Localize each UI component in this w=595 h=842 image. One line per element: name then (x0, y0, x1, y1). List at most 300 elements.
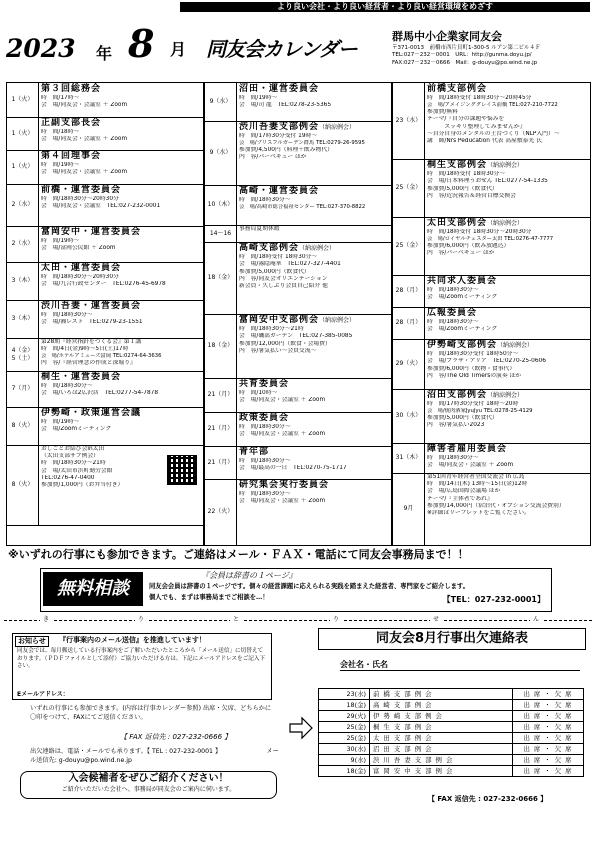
event-title (41, 263, 201, 274)
calendar-event (205, 314, 391, 379)
event-details (41, 408, 201, 434)
calendar-event (7, 407, 203, 446)
event-line: 会 場/九合行政センター TEL:0276-45-6978 (41, 281, 166, 288)
attendance-choice[interactable]: 出 席 ・ 欠 席 (513, 700, 584, 711)
event-details (41, 301, 201, 327)
event-title-text: 研究集会実行委員会 (239, 480, 330, 490)
event-title-text: 高崎支部例会 (239, 243, 300, 253)
rsvp-meeting: 富 岡 安 中 支 部 例 会 (370, 766, 513, 777)
event-date: 31（木） (393, 443, 425, 473)
event-line: （太田支部サブ例会） (41, 453, 99, 460)
rsvp-date: 9(水) (319, 755, 370, 766)
event-line: 時 間/18時30分～21時 (239, 326, 304, 333)
event-line: 時 間/14日(木) 13時～15日(金)12時 (427, 481, 528, 488)
calendar-event (393, 275, 590, 308)
event-line: 内 容/『経営理念の作成と深堀り』 (41, 360, 136, 367)
event-line: 参加費/4,500円（料理＋飲み物代） (239, 147, 333, 154)
event-date: 1（火） (7, 83, 39, 117)
event-details (427, 390, 588, 430)
event-line: 時 間/19時～ (239, 95, 278, 102)
event-subtitle: （納涼例会） (487, 392, 524, 399)
notice-body: 同友会では、毎月郵送している行事案内をご了解いただいたところから「メール送信」に切替えております。（ＰＤＦファイルとして添付）ご協力いただける方は、下記にメールアドレスをご記入下さい。 (17, 648, 266, 670)
calendar-column-1 (6, 82, 204, 546)
attendance-choice[interactable]: 出 席 ・ 欠 席 (513, 766, 584, 777)
event-date: 7（月） (7, 371, 39, 407)
calendar-event (205, 185, 391, 226)
event-line: 時 間/19時～ (41, 162, 80, 169)
event-title (239, 413, 389, 424)
event-line: 内 容/近況報告＆経営目標交換会 (427, 192, 516, 199)
calendar-event (7, 262, 203, 301)
event-title-text: 富岡安中支部例会 (239, 315, 320, 325)
event-title (41, 84, 201, 95)
rsvp-meeting: 渋 川 吾 妻 支 部 例 会 (370, 755, 513, 766)
event-details (427, 276, 588, 302)
event-subtitle: （納涼例会） (497, 342, 534, 349)
event-line: 参加費/6,000円（飲物・食事代） (427, 365, 516, 372)
event-details (239, 413, 389, 439)
event-date: 21（月） (205, 378, 237, 412)
event-title-text: 正副支部長会 (41, 118, 102, 128)
rsvp-date: 29(火) (319, 711, 370, 722)
event-details (239, 186, 389, 211)
event-line: 会 場/ホテルアミューズ富岡 TEL:0274-64-3636 (41, 353, 162, 360)
event-subtitle: （納涼例会） (319, 317, 356, 324)
event-line: 時 間/18時30分～ (239, 491, 291, 498)
cut-label: き (40, 616, 52, 624)
event-line: 会 場/富岡公民館 ＋ Zoom (41, 245, 116, 252)
event-title (427, 276, 588, 287)
email-field[interactable] (17, 691, 265, 700)
event-title-text: 共育委員会 (239, 379, 290, 389)
event-line: 会 場/高崎市総合福祉センター TEL:027-370-8822 (239, 204, 366, 211)
event-line: 時 間/18時30分～ (41, 312, 93, 319)
rsvp-date: 18(金) (319, 700, 370, 711)
event-title-text: 青年部 (239, 447, 270, 457)
event-date: 2（水） (7, 226, 39, 262)
calendar-column-3 (392, 82, 591, 546)
event-date: 21（月） (205, 446, 237, 479)
event-line: 時 間/18時受付 18時30分～20時30分 (427, 229, 532, 236)
event-date: 10（木） (205, 185, 237, 225)
calendar-event (205, 83, 391, 122)
event-title-text: 渋川吾妻支部例会 (239, 122, 320, 132)
event-line: 会 場/同友会・会議室 ＋ Zoom (239, 431, 326, 438)
event-line: 時 間/17時30分受付 18時～20時 (427, 401, 519, 408)
event-line: 会 場/同友会・会議室 ＋ Zoom (41, 169, 128, 176)
event-line: 時 間/18時30分～ (239, 424, 291, 431)
notice-badge: お知らせ (15, 636, 49, 647)
cut-label: と (230, 616, 242, 624)
event-date: 23（水） (393, 83, 425, 159)
event-date: 3（木） (7, 262, 39, 300)
event-line: 時 間/18時30分～21時 (41, 460, 106, 467)
member-referral-subtitle: ご紹介いただいた会社へ、事務局が同友会のご案内に伺います。 (61, 785, 236, 793)
event-line: TEL:0276-47-0400 (41, 474, 95, 481)
free-consultation-text: 同友会会員は辞書の１ページです。個々の経営課題に応えられる実践を踏まえた経営者、専門家をご紹介します。 (149, 583, 470, 590)
cut-label: せ (430, 616, 442, 624)
calendar-event (205, 225, 391, 243)
event-line: 時 間/18時受付 18時30分～20時45分 (427, 95, 532, 102)
event-title-text: 桐生支部例会 (427, 160, 488, 170)
member-referral-title: 入会候補者をぜひご紹介ください！ (68, 773, 229, 784)
event-title-text: 沼田支部例会 (427, 390, 488, 400)
calendar-event (205, 446, 391, 480)
event-line: 時 間/4日(金)9時～5日(土)17時 (41, 346, 129, 353)
event-subtitle: （納涼例会） (487, 162, 524, 169)
event-title (427, 390, 588, 401)
header-tagline: より良い会社・より良い経営者・より良い経営環境をめざす (180, 2, 590, 12)
event-line: 新会員・久しぶり会員自己紹介 他 (239, 283, 328, 290)
event-line: 会 場/ロイヤルチェスター太田 TEL:0276-47-7777 (427, 236, 554, 243)
event-title (239, 447, 389, 458)
organization-contact (392, 45, 592, 67)
event-line: 時 間/18時30分受付 18時50分～ (427, 351, 519, 358)
event-line: おしごとお結び会in太田 (41, 446, 105, 452)
event-details (427, 474, 588, 517)
rsvp-meeting: 前 橋 支 部 例 会 (370, 689, 513, 700)
cut-line (4, 620, 592, 621)
event-subtitle: （納涼例会） (299, 245, 336, 252)
rsvp-row (319, 755, 584, 766)
event-title (427, 160, 588, 171)
event-title (41, 408, 201, 419)
calendar-event (7, 338, 203, 372)
event-details (427, 84, 588, 145)
event-date: 25（金） (393, 217, 425, 275)
event-title-text: 太田・運営委員会 (41, 263, 122, 273)
event-line: 会 場/同友会・会議室 ＋ Zoom (239, 498, 326, 505)
rsvp-meeting: 高 崎 支 部 例 会 (370, 700, 513, 711)
event-line: 会 場/霧隠庵華 TEL:027-327-4401 (239, 261, 341, 268)
attendance-choice[interactable]: 出 席 ・ 欠 席 (513, 755, 584, 766)
event-line: ～自分自身のメンタルの土台づくり（NLP入門）～ (427, 130, 560, 137)
event-line: 会 場/磯部ガーデン TEL:027-385-0085 (239, 333, 353, 340)
event-details (239, 379, 389, 405)
member-referral-box (20, 771, 277, 799)
event-details (427, 160, 588, 200)
page-title: 同友会カレンダー (206, 37, 357, 61)
rsvp-meeting: 沼 田 支 部 例 会 (370, 744, 513, 755)
calendar-event (7, 150, 203, 185)
event-title-text: 第４回理事会 (41, 151, 102, 161)
event-details (41, 151, 201, 177)
event-title (427, 340, 588, 351)
event-line: 内 容/暑気払い2023 (427, 422, 485, 429)
fax-mail: FAX:027－232－0666 Mail：g-douyu@po.wind.ne.jp (392, 59, 538, 66)
event-title-text: 伊勢崎・政策運営会議 (41, 408, 142, 418)
event-line: 会 場/日本料理うおせん TEL:0277-54-1335 (427, 178, 548, 185)
attendance-choice[interactable]: 出 席 ・ 欠 席 (513, 689, 584, 700)
event-date: 9（水） (205, 83, 237, 121)
calendar-event (393, 389, 590, 444)
rsvp-row (319, 733, 584, 744)
calendar-event (393, 83, 590, 160)
event-title-text: 渋川吾妻・運営委員会 (41, 301, 142, 311)
event-title (427, 218, 588, 229)
company-name-field[interactable] (340, 670, 580, 671)
event-details (41, 84, 201, 110)
event-line: 時 間/10時～ (239, 390, 278, 397)
event-title (239, 122, 389, 133)
event-line: 会 場/同友会・会議室 ＋ Zoom (41, 102, 128, 109)
event-line: 会 場/Zoomミーティング (427, 326, 498, 333)
cut-label: ん (530, 616, 542, 624)
event-line: 会 場/いろは2広沢店 TEL:0277-54-7878 (41, 390, 159, 397)
event-line: 内 容/バーベキュー ほか (239, 154, 307, 161)
contact-info: 出欠連絡は、電話・メールでも承ります。【 TEL : 027-232-0001 】 メール送信先: g-douyu@po.wind.ne.jp (30, 748, 279, 765)
rsvp-title: 同友会8月行事出欠連絡表 (318, 628, 586, 650)
event-date: 18（金） (205, 242, 237, 314)
event-date: 1（火） (7, 117, 39, 150)
event-title-text: 障害者雇用委員会 (427, 444, 508, 454)
event-line: 参加費/14,000円（宿泊代・オプション交流会費別） (427, 502, 565, 509)
calendar-event (205, 479, 391, 546)
event-line: 講 師/Nrs Peducation 代表 高屋敷泰光 氏 (427, 138, 542, 145)
event-title-text: 桐生・運営委員会 (41, 372, 122, 382)
event-line: 時 間/18時30分～20時30分 (41, 274, 119, 281)
event-title (41, 372, 201, 383)
rsvp-date: 23(水) (319, 689, 370, 700)
email-notice-box (12, 633, 272, 700)
event-date: 30（水） (393, 389, 425, 443)
month-suffix: 月 (170, 40, 187, 59)
calendar-year: 2023 (6, 34, 76, 63)
event-title (41, 185, 201, 196)
event-line: 会 場/Zoomミーティング (41, 426, 112, 433)
event-line: テーマ/『自分の課題や悩みを (427, 116, 505, 123)
event-line: ※詳細はリーフレットをご覧ください。 (427, 510, 530, 517)
event-line: 会 場/司 龍 TEL:0278-23-5365 (239, 102, 332, 109)
event-date: 9月 (393, 473, 425, 545)
calendar-event (393, 473, 590, 546)
event-details (41, 227, 201, 253)
free-consultation-tel: 【TEL：027-232-0001】 (442, 595, 545, 604)
event-title (41, 118, 201, 129)
event-line: 時 間/18時受付 18時30分～ (427, 171, 506, 178)
event-date: 8（火） (7, 407, 39, 445)
rsvp-date: 25(金) (319, 722, 370, 733)
event-date: 9（水） (205, 121, 237, 185)
event-date: 28（月） (393, 307, 425, 339)
calendar-event (7, 83, 203, 118)
event-details (41, 263, 201, 289)
event-title (239, 243, 389, 254)
calendar-event (205, 378, 391, 413)
fax-return-right: 【 FAX 返信先 : 027-232-0666 】 (428, 795, 548, 803)
event-details (239, 315, 389, 355)
rsvp-row (319, 700, 584, 711)
arrow-right-icon (288, 715, 314, 741)
calendar-event (393, 217, 590, 276)
event-line: 参加費/5,000円（飲食代） (427, 415, 498, 422)
event-details (239, 447, 389, 473)
event-line: 時 間/18時30分～20時30分 (41, 196, 119, 203)
event-title-text: 高崎・運営委員会 (239, 186, 320, 196)
event-date: 22（火） (205, 479, 237, 545)
event-line: 時 間/18時30分～ (427, 319, 479, 326)
cut-label: り (135, 616, 147, 624)
calendar-event (205, 412, 391, 447)
event-line: 会 場/湘レスト TEL:0279-23-1551 (41, 319, 143, 326)
event-date: 21（月） (205, 412, 237, 446)
event-details (239, 243, 389, 290)
rsvp-meeting: 伊 勢 崎 支 部 例 会 (370, 711, 513, 722)
event-title-text: 沼田・運営委員会 (239, 84, 320, 94)
event-line: 会 場/焼肉酒家JyuJyu TEL:0278-25-4129 (427, 408, 533, 415)
calendar-column-2 (204, 82, 392, 546)
event-line: 第28期『経営指針をつくる会』第１講 (41, 339, 142, 345)
event-details (41, 339, 201, 367)
rsvp-table (318, 688, 584, 777)
event-line: 会 場/Zoomミーティング (427, 294, 498, 301)
event-line: 会 場/プラザ・アリア TEL:0270-25-0606 (427, 358, 546, 365)
event-line: 会 場/太田市浜町勤労会館 (41, 467, 113, 474)
year-suffix: 年 (96, 44, 113, 63)
event-date: 2（水） (7, 184, 39, 226)
event-subtitle: （納涼例会） (319, 124, 356, 131)
calendar-event (205, 121, 391, 186)
event-title (239, 186, 389, 197)
event-title (427, 308, 588, 319)
event-date: 14～16 (205, 225, 237, 242)
calendar-event (393, 159, 590, 218)
event-title (239, 84, 389, 95)
event-line: 時 間/17時30分受付 19時～ (239, 133, 318, 140)
event-title-text: 太田支部例会 (427, 218, 488, 228)
qr-code-icon (167, 455, 197, 485)
rsvp-row (319, 711, 584, 722)
event-line: 時 間/19時～ (41, 238, 80, 245)
event-line: 会 場/同友会・会議室 ＋ Zoom (427, 462, 514, 469)
event-details (41, 372, 201, 398)
event-title (239, 315, 389, 326)
event-details (239, 480, 389, 506)
rsvp-meeting: 桐 生 支 部 例 会 (370, 722, 513, 733)
calendar-event (393, 443, 590, 474)
event-line: 会 場/同友会・会議室 TEL:027-232-0001 (41, 203, 161, 210)
event-line: スッキリ整理してみませんか』 (427, 123, 526, 130)
event-line: 時 間/18時30分～ (239, 458, 291, 465)
event-title-text: 富岡安中・運営委員会 (41, 227, 142, 237)
event-line: 第51回青年経営者全国交流会 in 広島 (427, 474, 525, 480)
calendar-event (393, 307, 590, 340)
event-title (427, 444, 588, 455)
event-line: 参加費/12,000円（飲食・会場費） (239, 340, 331, 347)
event-date: 18（金） (205, 314, 237, 378)
event-line: 時 間/18時30分～ (41, 383, 93, 390)
event-line: 時 間/18時～ (41, 129, 80, 136)
event-details (41, 118, 201, 144)
event-line: 事務局夏期休暇 (239, 226, 280, 232)
attendance-choice[interactable]: 出 席 ・ 欠 席 (513, 711, 584, 722)
event-line: 内 容/The Old Timersの演奏 ほか (427, 372, 522, 379)
calendar-event (7, 371, 203, 408)
event-title-text: 共同求人委員会 (427, 276, 498, 286)
calendar-event (7, 226, 203, 263)
event-line: テーマ/『主体者であれ』 (427, 495, 493, 502)
event-title-text: 政策委員会 (239, 413, 290, 423)
attendance-choice[interactable]: 出 席 ・ 欠 席 (513, 722, 584, 733)
rsvp-date: 25(金) (319, 733, 370, 744)
event-details (239, 84, 389, 110)
event-title (239, 480, 389, 491)
rsvp-date: 30(水) (319, 744, 370, 755)
calendar-event (7, 117, 203, 151)
notice-heading: 『行事案内のメール送信』を推進しています！ (59, 636, 206, 644)
event-title (41, 301, 201, 312)
calendar-event (7, 184, 203, 227)
event-line: 参加費/無料 (427, 109, 458, 116)
participation-notice: ※いずれの行事にも参加できます。ご連絡はメール・ＦＡＸ・電話にて同友会事務局まで！！ (8, 548, 469, 561)
cut-label: り (330, 616, 342, 624)
attendance-choice[interactable]: 出 席 ・ 欠 席 (513, 744, 584, 755)
event-line: 会 場/最高の一日 TEL:0270-75-1717 (239, 465, 347, 472)
company-name-label: 会社名・氏名 (340, 660, 388, 669)
event-details (239, 122, 389, 162)
event-details (427, 218, 588, 258)
event-details (427, 444, 588, 470)
event-line: 内 容/暑気払い～会員交流～ (239, 347, 317, 354)
event-line: 会 場/同友会・会議室 ＋ Zoom (239, 397, 326, 404)
event-line: 時 間/19時～ (41, 419, 80, 426)
email-field-label: Eメールアドレス： (17, 691, 69, 698)
event-line: 参加費/5,000円（飲食代） (239, 268, 310, 275)
rsvp-date: 18(金) (319, 766, 370, 777)
calendar-event (205, 242, 391, 315)
event-date: 3（木） (7, 300, 39, 338)
event-line: 時 間/18時30分～ (239, 197, 291, 204)
rsvp-instructions: いずれの行事にも参加できます。(内容は行事カレンダー参照) 出席・欠席、どちらかに〇印をつけて、FAXにてご返信ください。 (30, 705, 272, 721)
calendar-event (7, 445, 203, 526)
event-line: 時 間/18時受付 18時30分～ (239, 254, 318, 261)
free-consultation-subtext: 個人でも、まずは事務局までご相談を…！ (149, 594, 269, 601)
event-date: 4（金） 5（土） (7, 338, 39, 371)
event-details (41, 185, 201, 211)
organization-name: 群馬中小企業家同友会 (392, 30, 502, 43)
event-title-text: 前橋・運営委員会 (41, 185, 122, 195)
event-details (427, 340, 588, 380)
event-line: 参加費/6,000円（飲み放題込） (427, 243, 510, 250)
calendar-event (393, 339, 590, 390)
event-line: 時 間/17時～ (41, 95, 80, 102)
event-line: 時 間/18時30分～ (427, 287, 479, 294)
rsvp-row (319, 744, 584, 755)
event-date: 8（火） (7, 445, 39, 525)
event-details (427, 308, 588, 334)
event-details (239, 226, 389, 233)
event-line: 内 容/同友会オリエンテーション (239, 275, 328, 282)
event-title-text: 第３回総務会 (41, 84, 102, 94)
event-subtitle: （納涼例会） (487, 220, 524, 227)
attendance-choice[interactable]: 出 席 ・ 欠 席 (513, 733, 584, 744)
event-line: 内 容/バーベキュー ほか (427, 250, 495, 257)
event-title (427, 84, 588, 95)
free-consultation-box (40, 568, 552, 612)
calendar-event (7, 300, 203, 339)
rsvp-meeting: 太 田 支 部 例 会 (370, 733, 513, 744)
event-line: 参加費/1,000円（お弁当付き） (41, 482, 124, 489)
event-line: 会 場/同友会・会議室 ＋ Zoom (41, 136, 128, 143)
rsvp-row (319, 689, 584, 700)
fax-return-left: 【 FAX 返信先 : 027-232-0666 】 (120, 733, 232, 741)
event-title-text: 前橋支部例会 (427, 84, 488, 94)
tel-url: TEL:027－232－0001 URL：http://gunma.doyu.jp/ (392, 52, 532, 59)
free-consultation-quote: 『会員は辞書の１ページ』 (201, 571, 297, 580)
event-date: 28（月） (393, 275, 425, 307)
free-consultation-label: 無料相談 (43, 572, 143, 606)
rsvp-row (319, 722, 584, 733)
